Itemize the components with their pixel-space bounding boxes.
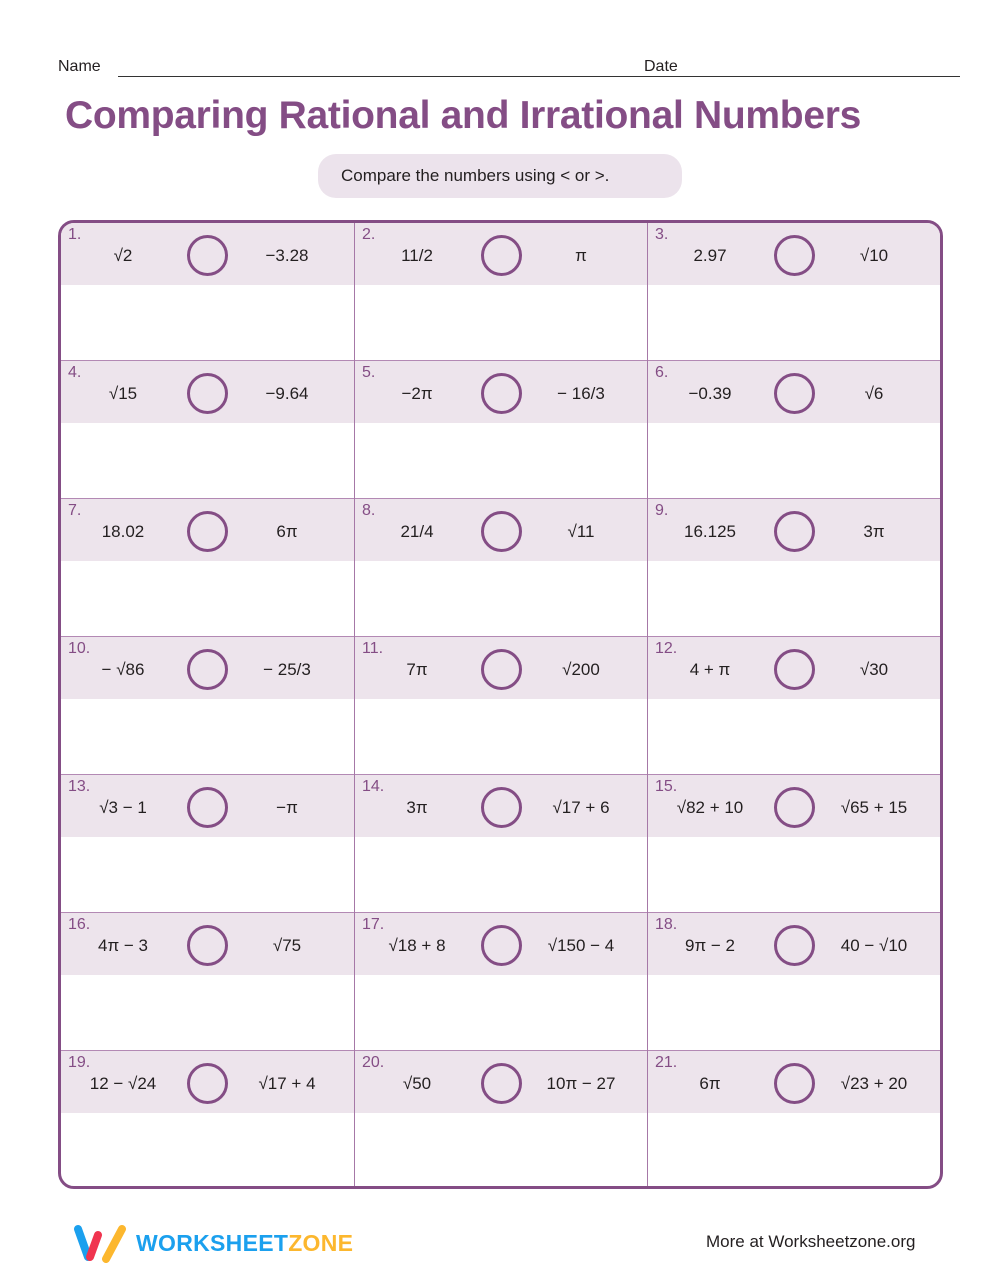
- left-expression: √15: [108, 384, 138, 403]
- problem-row: [61, 1051, 940, 1189]
- left-expression: √50: [402, 1074, 432, 1093]
- right-expression: √10: [859, 246, 889, 265]
- right-expression: √6: [864, 384, 884, 403]
- work-space[interactable]: [355, 285, 647, 361]
- left-expression: √18 + 8: [388, 936, 446, 955]
- problem-cell: [61, 361, 354, 499]
- problem-cell: [647, 499, 940, 637]
- right-expression: −3.28: [265, 246, 309, 265]
- right-expression: 3π: [863, 522, 885, 541]
- answer-circle[interactable]: [187, 649, 228, 690]
- work-space[interactable]: [61, 561, 354, 637]
- problem-number: 12.: [655, 640, 678, 657]
- left-expression: 7π: [406, 660, 428, 679]
- answer-circle[interactable]: [481, 1063, 522, 1104]
- problem-number: 13.: [68, 778, 91, 795]
- answer-circle[interactable]: [774, 511, 815, 552]
- problem-row: [61, 499, 940, 637]
- answer-circle[interactable]: [187, 373, 228, 414]
- left-expression: 21/4: [400, 522, 434, 541]
- work-space[interactable]: [648, 423, 940, 499]
- right-expression: √200: [562, 660, 600, 679]
- problem-row: [61, 361, 940, 499]
- answer-circle[interactable]: [774, 235, 815, 276]
- logo-text-worksheet: WORKSHEET: [136, 1229, 289, 1256]
- problem-number: 5.: [362, 364, 376, 381]
- problem-number: 3.: [655, 226, 669, 243]
- work-space[interactable]: [355, 975, 647, 1051]
- worksheetzone-logo: [72, 1222, 353, 1264]
- problem-cell: [354, 361, 647, 499]
- answer-circle[interactable]: [187, 925, 228, 966]
- work-space[interactable]: [61, 1113, 354, 1189]
- problem-cell: [647, 361, 940, 499]
- answer-circle[interactable]: [774, 925, 815, 966]
- problem-number: 19.: [68, 1054, 91, 1071]
- problem-cell: [354, 499, 647, 637]
- left-expression: −0.39: [688, 384, 732, 403]
- left-expression: 16.125: [684, 522, 736, 541]
- page-title: Comparing Rational and Irrational Numbers: [65, 94, 861, 137]
- right-expression: −9.64: [265, 384, 309, 403]
- name-field[interactable]: [118, 76, 702, 77]
- right-expression: −π: [276, 798, 298, 817]
- problem-cell: [647, 637, 940, 775]
- work-space[interactable]: [648, 285, 940, 361]
- left-expression: 3π: [406, 798, 428, 817]
- work-space[interactable]: [61, 837, 354, 913]
- problem-cell: [354, 913, 647, 1051]
- right-expression: 6π: [276, 522, 298, 541]
- right-expression: √150 − 4: [547, 936, 615, 955]
- problem-number: 17.: [362, 916, 385, 933]
- answer-circle[interactable]: [774, 373, 815, 414]
- right-expression: √23 + 20: [840, 1074, 908, 1093]
- problem-cell: [61, 1051, 354, 1189]
- right-expression: √75: [272, 936, 302, 955]
- right-expression: √30: [859, 660, 889, 679]
- problem-number: 18.: [655, 916, 678, 933]
- answer-circle[interactable]: [187, 1063, 228, 1104]
- problem-number: 9.: [655, 502, 669, 519]
- problem-cell: [647, 223, 940, 361]
- work-space[interactable]: [355, 561, 647, 637]
- problem-number: 20.: [362, 1054, 385, 1071]
- problem-row: [61, 913, 940, 1051]
- work-space[interactable]: [61, 423, 354, 499]
- left-expression: 4 + π: [689, 660, 731, 679]
- left-expression: −2π: [401, 384, 433, 403]
- problem-number: 14.: [362, 778, 385, 795]
- work-space[interactable]: [355, 699, 647, 775]
- left-expression: − √86: [101, 660, 145, 679]
- work-space[interactable]: [61, 975, 354, 1051]
- right-expression: 40 − √10: [840, 936, 908, 955]
- answer-circle[interactable]: [481, 787, 522, 828]
- problem-cell: [354, 637, 647, 775]
- problem-row: [61, 775, 940, 913]
- problem-cell: [61, 775, 354, 913]
- right-expression: − 16/3: [557, 384, 605, 403]
- left-expression: 18.02: [101, 522, 145, 541]
- problem-number: 21.: [655, 1054, 678, 1071]
- problem-cell: [647, 775, 940, 913]
- problem-grid: [58, 220, 943, 1189]
- logo-w-icon: [72, 1223, 128, 1263]
- problem-row: [61, 223, 940, 361]
- answer-circle[interactable]: [774, 649, 815, 690]
- date-field[interactable]: [694, 76, 960, 77]
- answer-circle[interactable]: [187, 787, 228, 828]
- left-expression: √2: [113, 246, 133, 265]
- problem-number: 1.: [68, 226, 82, 243]
- date-label: Date: [644, 58, 678, 75]
- worksheetzone-link[interactable]: More at Worksheetzone.org: [706, 1232, 916, 1251]
- problem-number: 4.: [68, 364, 82, 381]
- left-expression: 6π: [699, 1074, 721, 1093]
- answer-circle[interactable]: [187, 235, 228, 276]
- logo-text: [136, 1230, 353, 1257]
- right-expression: √65 + 15: [840, 798, 908, 817]
- answer-circle[interactable]: [481, 649, 522, 690]
- problem-cell: [354, 223, 647, 361]
- problem-number: 15.: [655, 778, 678, 795]
- problem-cell: [647, 913, 940, 1051]
- right-expression: π: [575, 246, 587, 265]
- problem-number: 16.: [68, 916, 91, 933]
- work-space[interactable]: [648, 837, 940, 913]
- answer-circle[interactable]: [774, 787, 815, 828]
- problem-number: 8.: [362, 502, 376, 519]
- problem-cell: [61, 499, 354, 637]
- name-label: Name: [58, 58, 101, 75]
- left-expression: 4π − 3: [97, 936, 148, 955]
- problem-cell: [61, 223, 354, 361]
- problem-cell: [354, 775, 647, 913]
- work-space[interactable]: [648, 1113, 940, 1189]
- answer-circle[interactable]: [481, 511, 522, 552]
- problem-cell: [61, 637, 354, 775]
- work-space[interactable]: [648, 699, 940, 775]
- problem-number: 7.: [68, 502, 82, 519]
- left-expression: 12 − √24: [89, 1074, 157, 1093]
- name-date-row: [58, 58, 960, 80]
- work-space[interactable]: [648, 975, 940, 1051]
- right-expression: √17 + 6: [552, 798, 610, 817]
- work-space[interactable]: [355, 423, 647, 499]
- problem-cell: [354, 1051, 647, 1189]
- problem-number: 11.: [362, 640, 384, 657]
- left-expression: 2.97: [693, 246, 727, 265]
- left-expression: √82 + 10: [676, 798, 744, 817]
- problem-cell: [61, 913, 354, 1051]
- answer-circle[interactable]: [774, 1063, 815, 1104]
- left-expression: 9π − 2: [684, 936, 735, 955]
- left-expression: 11/2: [401, 246, 433, 265]
- work-space[interactable]: [648, 561, 940, 637]
- right-expression: √11: [567, 522, 595, 541]
- right-expression: − 25/3: [263, 660, 311, 679]
- problem-number: 6.: [655, 364, 669, 381]
- left-expression: √3 − 1: [99, 798, 147, 817]
- problem-cell: [647, 1051, 940, 1189]
- right-expression: 10π − 27: [546, 1074, 616, 1093]
- problem-row: [61, 637, 940, 775]
- problem-number: 10.: [68, 640, 91, 657]
- work-space[interactable]: [355, 1113, 647, 1189]
- right-expression: √17 + 4: [258, 1074, 316, 1093]
- answer-circle[interactable]: [481, 925, 522, 966]
- answer-circle[interactable]: [481, 373, 522, 414]
- work-space[interactable]: [355, 837, 647, 913]
- problem-number: 2.: [362, 226, 376, 243]
- logo-text-zone: ZONE: [288, 1229, 354, 1256]
- answer-circle[interactable]: [481, 235, 522, 276]
- instructions-box: Compare the numbers using < or >.: [318, 154, 682, 198]
- work-space[interactable]: [61, 699, 354, 775]
- answer-circle[interactable]: [187, 511, 228, 552]
- work-space[interactable]: [61, 285, 354, 361]
